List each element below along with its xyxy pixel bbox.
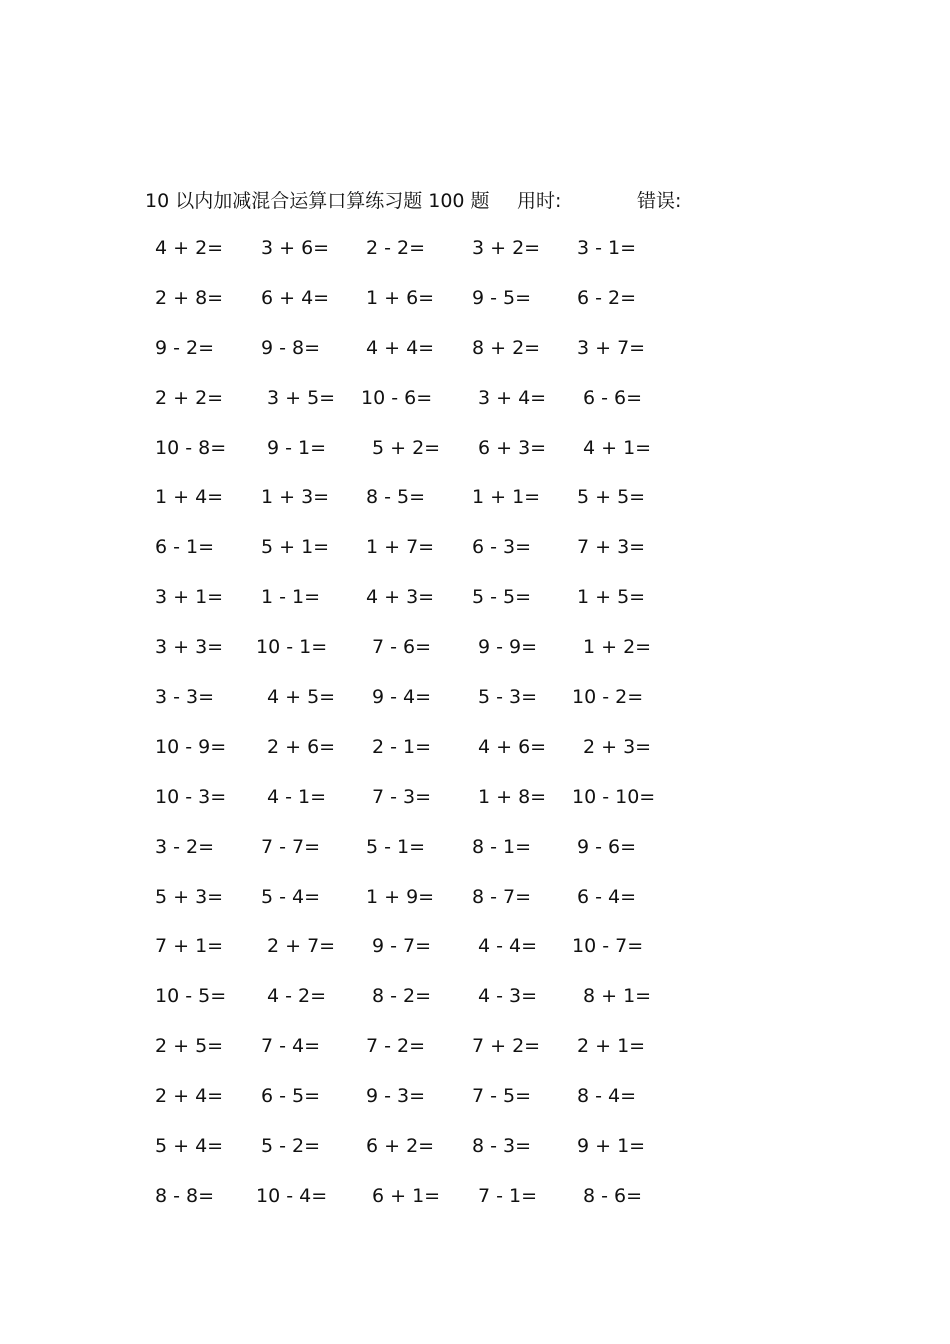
problem-cell: 6 + 3= (478, 436, 547, 459)
problem-cell: 10 - 10= (572, 785, 656, 808)
problem-cell: 4 + 3= (366, 586, 435, 609)
problem-cell: 9 - 2= (155, 336, 215, 359)
problem-cell: 7 - 6= (372, 636, 432, 659)
problem-cell: 2 + 7= (267, 935, 336, 958)
problem-cell: 1 + 9= (366, 885, 435, 908)
problem-cell: 4 - 3= (478, 985, 538, 1008)
problem-cell: 8 - 7= (472, 885, 532, 908)
problem-row (140, 482, 700, 532)
problem-cell: 10 - 2= (572, 686, 644, 709)
problem-cell: 7 - 2= (366, 1035, 426, 1058)
problem-row (140, 832, 700, 882)
problem-cell: 8 + 2= (472, 336, 541, 359)
problem-row (140, 632, 700, 682)
problem-cell: 1 + 1= (472, 486, 541, 509)
problem-cell: 8 - 2= (372, 985, 432, 1008)
problem-row (140, 582, 700, 632)
problem-cell: 2 + 5= (155, 1035, 224, 1058)
problem-cell: 10 - 4= (256, 1184, 328, 1207)
problem-cell: 1 + 7= (366, 536, 435, 559)
problem-cell: 8 - 1= (472, 835, 532, 858)
problem-cell: 10 - 3= (155, 785, 227, 808)
problem-cell: 4 + 6= (478, 735, 547, 758)
problem-cell: 5 + 1= (261, 536, 330, 559)
problem-cell: 7 - 1= (478, 1184, 538, 1207)
problem-cell: 2 - 1= (372, 735, 432, 758)
problem-cell: 1 + 3= (261, 486, 330, 509)
problem-cell: 6 + 4= (261, 286, 330, 309)
problem-cell: 8 - 8= (155, 1184, 215, 1207)
problem-cell: 8 - 3= (472, 1135, 532, 1158)
problem-cell: 9 + 1= (577, 1135, 646, 1158)
problem-row (140, 931, 700, 981)
problem-cell: 3 + 6= (261, 237, 330, 259)
problem-cell: 4 - 2= (267, 985, 327, 1008)
problem-grid (140, 233, 700, 1231)
problem-cell: 7 - 3= (372, 785, 432, 808)
problem-cell: 6 - 4= (577, 885, 637, 908)
problem-row (140, 1181, 700, 1231)
problem-cell: 2 - 2= (366, 237, 426, 259)
problem-cell: 5 - 2= (261, 1135, 321, 1158)
problem-cell: 1 + 8= (478, 785, 547, 808)
problem-cell: 5 + 4= (155, 1135, 224, 1158)
problem-cell: 6 - 6= (583, 386, 643, 409)
problem-cell: 5 - 3= (478, 686, 538, 709)
problem-cell: 5 + 3= (155, 885, 224, 908)
problem-cell: 2 + 8= (155, 286, 224, 309)
problem-cell: 6 + 2= (366, 1135, 435, 1158)
problem-row (140, 782, 700, 832)
problem-row (140, 882, 700, 932)
problem-cell: 10 - 8= (155, 436, 227, 459)
problem-cell: 9 - 9= (478, 636, 538, 659)
time-label: 用时: (517, 190, 562, 212)
problem-cell: 9 - 8= (261, 336, 321, 359)
problem-cell: 10 - 9= (155, 735, 227, 758)
problem-row (140, 1031, 700, 1081)
problem-row (140, 1081, 700, 1131)
errors-label: 错误: (637, 190, 682, 212)
problem-cell: 5 - 1= (366, 835, 426, 858)
problem-row (140, 233, 700, 283)
problem-cell: 5 - 4= (261, 885, 321, 908)
problem-cell: 3 + 1= (155, 586, 224, 609)
problem-row (140, 1131, 700, 1181)
problem-cell: 5 - 5= (472, 586, 532, 609)
problem-cell: 5 + 2= (372, 436, 441, 459)
problem-cell: 2 + 4= (155, 1085, 224, 1108)
problem-row (140, 981, 700, 1031)
problem-cell: 3 + 2= (472, 237, 541, 259)
problem-cell: 10 - 7= (572, 935, 644, 958)
problem-cell: 7 - 7= (261, 835, 321, 858)
problem-cell: 7 + 1= (155, 935, 224, 958)
problem-row (140, 333, 700, 383)
problem-cell: 1 + 5= (577, 586, 646, 609)
worksheet-title: 10 以内加减混合运算口算练习题 100 题 (145, 190, 490, 212)
problem-cell: 4 - 1= (267, 785, 327, 808)
problem-cell: 4 + 5= (267, 686, 336, 709)
problem-cell: 6 - 3= (472, 536, 532, 559)
problem-row (140, 732, 700, 782)
problem-cell: 6 + 1= (372, 1184, 441, 1207)
problem-cell: 6 - 2= (577, 286, 637, 309)
problem-cell: 2 + 2= (155, 386, 224, 409)
problem-cell: 1 - 1= (261, 586, 321, 609)
problem-cell: 9 - 4= (372, 686, 432, 709)
problem-cell: 9 - 3= (366, 1085, 426, 1108)
problem-cell: 5 + 5= (577, 486, 646, 509)
problem-row (140, 682, 700, 732)
problem-cell: 2 + 3= (583, 735, 652, 758)
problem-cell: 9 - 7= (372, 935, 432, 958)
problem-cell: 3 + 4= (478, 386, 547, 409)
problem-cell: 1 + 2= (583, 636, 652, 659)
problem-cell: 6 - 5= (261, 1085, 321, 1108)
problem-cell: 10 - 5= (155, 985, 227, 1008)
problem-cell: 10 - 1= (256, 636, 328, 659)
problem-cell: 3 + 5= (267, 386, 336, 409)
problem-cell: 3 + 7= (577, 336, 646, 359)
problem-cell: 4 + 1= (583, 436, 652, 459)
problem-row (140, 532, 700, 582)
problem-cell: 9 - 1= (267, 436, 327, 459)
problem-cell: 8 - 6= (583, 1184, 643, 1207)
problem-cell: 10 - 6= (361, 386, 433, 409)
problem-cell: 9 - 6= (577, 835, 637, 858)
problem-cell: 2 + 1= (577, 1035, 646, 1058)
problem-cell: 3 - 1= (577, 237, 637, 259)
problem-cell: 7 - 5= (472, 1085, 532, 1108)
problem-cell: 8 - 5= (366, 486, 426, 509)
problem-cell: 4 + 2= (155, 237, 224, 259)
problem-row (140, 283, 700, 333)
problem-row (140, 433, 700, 483)
problem-cell: 7 + 3= (577, 536, 646, 559)
problem-cell: 6 - 1= (155, 536, 215, 559)
problem-cell: 2 + 6= (267, 735, 336, 758)
problem-cell: 7 + 2= (472, 1035, 541, 1058)
problem-cell: 1 + 6= (366, 286, 435, 309)
problem-cell: 7 - 4= (261, 1035, 321, 1058)
problem-cell: 4 - 4= (478, 935, 538, 958)
problem-row (140, 383, 700, 433)
problem-cell: 3 - 3= (155, 686, 215, 709)
problem-cell: 1 + 4= (155, 486, 224, 509)
problem-cell: 9 - 5= (472, 286, 532, 309)
problem-cell: 8 - 4= (577, 1085, 637, 1108)
problem-cell: 8 + 1= (583, 985, 652, 1008)
problem-cell: 3 + 3= (155, 636, 224, 659)
problem-cell: 4 + 4= (366, 336, 435, 359)
problem-cell: 3 - 2= (155, 835, 215, 858)
